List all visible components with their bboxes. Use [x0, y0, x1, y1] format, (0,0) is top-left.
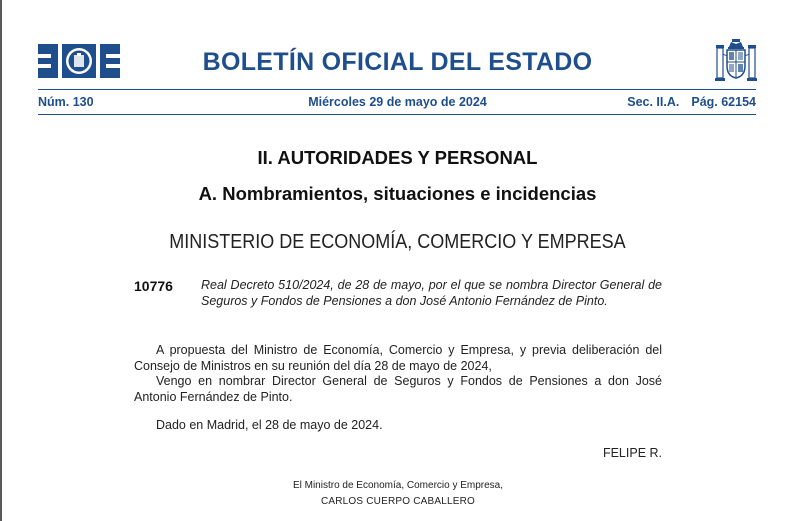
- coat-of-arms-icon: [714, 38, 758, 84]
- issue-date: Miércoles 29 de mayo de 2024: [308, 95, 487, 109]
- page-number: Pág. 62154: [691, 95, 756, 109]
- section-label: Sec. II.A.: [627, 95, 680, 109]
- ministry-heading: MINISTERIO DE ECONOMÍA, COMERCIO Y EMPRESA: [169, 231, 626, 253]
- minister-name: CARLOS CUERPO CABALLERO: [320, 496, 476, 507]
- minister-role: El Ministro de Economía, Comercio y Empresa,: [292, 480, 504, 491]
- body-paragraph: Vengo en nombrar Director General de Seguros y Fondos de Pensiones a don José Antonio Fernández de Pinto.: [134, 374, 662, 404]
- section-page-info: [627, 95, 756, 109]
- left-margin-rule: [0, 0, 2, 521]
- boe-logo: [38, 44, 120, 78]
- header-rule-bottom: [38, 114, 756, 115]
- entry-number: 10776: [134, 278, 173, 294]
- king-signature: FELIPE R.: [602, 446, 662, 460]
- gazette-title: BOLETÍN OFICIAL DEL ESTADO: [202, 48, 593, 76]
- body-paragraph: Dado en Madrid, el 28 de mayo de 2024.: [156, 418, 383, 432]
- header-rule-top: [38, 89, 756, 90]
- entry-title: Real Decreto 510/2024, de 28 de mayo, por el que se nombra Director General de Seguros y Fondos de Pensiones a don José Antonio Fernández de Pinto.: [201, 278, 662, 308]
- section-heading: II. AUTORIDADES Y PERSONAL: [257, 147, 538, 168]
- body-paragraph: A propuesta del Ministro de Economía, Comercio y Empresa, y previa deliberación del Consejo de Ministros en su reunión del día 28 de mayo de 2024,: [134, 343, 662, 373]
- subsection-heading: A. Nombramientos, situaciones e incidencias: [198, 183, 597, 204]
- issue-number: Núm. 130: [38, 95, 94, 109]
